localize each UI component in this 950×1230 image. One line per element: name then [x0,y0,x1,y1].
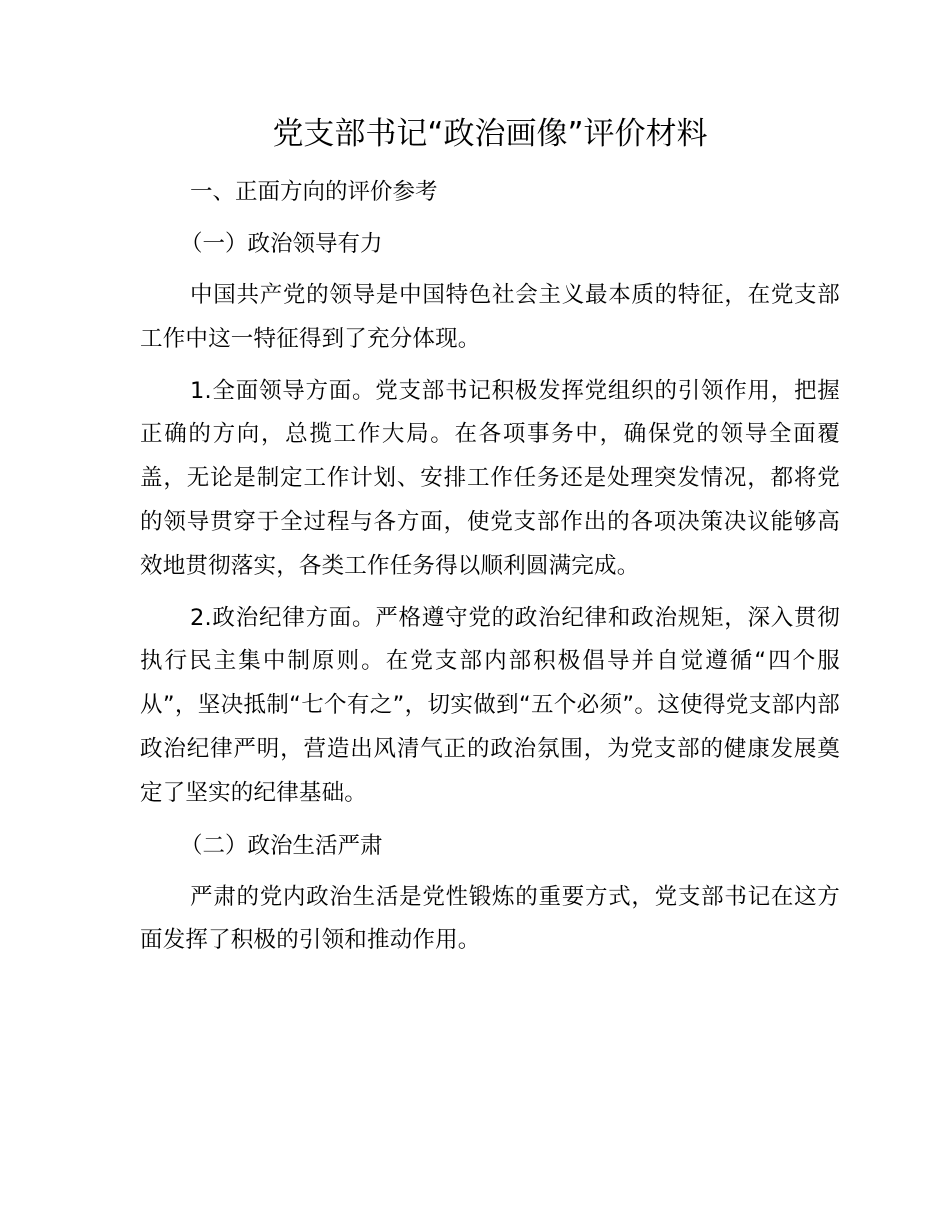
section-positive-evaluation [140,170,840,963]
subsection-political-life [140,824,840,964]
paragraph: 2.政治纪律方面。严格遵守党的政治纪律和政治规矩，深入贯彻执行民主集中制原则。在党支部内部积极倡导并自觉遵循“四个服从”，坚决抵制“七个有之”，切实做到“五个必须”。这使得党支部内部政治纪律严明，营造出风清气正的政治氛围，为党支部的健康发展奠定了坚实的纪律基础。 [140,604,840,806]
subsection-political-leadership [140,222,840,816]
paragraph: 中国共产党的领导是中国特色社会主义最本质的特征，在党支部工作中这一特征得到了充分体现。 [140,282,840,352]
document-page [140,112,840,971]
paragraph: 严肃的党内政治生活是党性锻炼的重要方式，党支部书记在这方面发挥了积极的引领和推动作用。 [140,883,840,954]
subsection-heading: （二）政治生活严肃 [180,832,383,859]
paragraph: 1.全面领导方面。党支部书记积极发挥党组织的引领作用，把握正确的方向，总揽工作大局。在各项事务中，确保党的领导全面覆盖，无论是制定工作计划、安排工作任务还是处理突发情况，都将党的领导贯穿于全过程与各方面，使党支部作出的各项决策决议能够高效地贯彻落实，各类工作任务得以顺利圆满完成。 [140,377,840,579]
section-heading: 一、正面方向的评价参考 [190,179,438,205]
document-title: 党支部书记“政治画像”评价材料 [272,116,708,152]
subsection-heading: （一）政治领导有力 [180,231,383,257]
